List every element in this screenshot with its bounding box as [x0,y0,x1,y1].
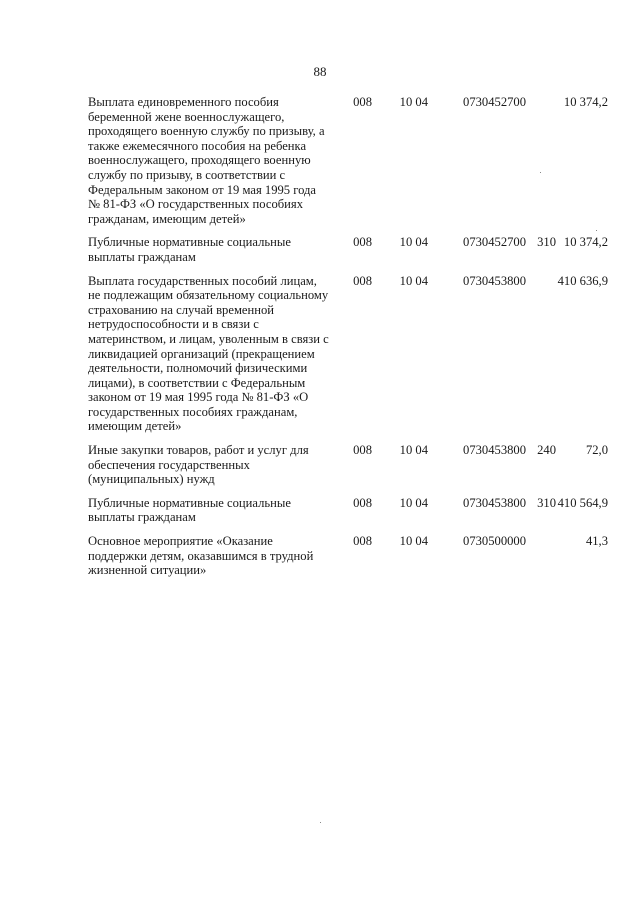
row-target: 0730500000 [463,534,526,549]
row-type: 310 [537,495,556,510]
table-row [88,534,608,578]
row-name: Основное мероприятие «Оказание поддержки детям, оказавшимся в трудной жизненной ситуации» [88,534,314,578]
table-row [88,235,608,264]
table-row [88,95,608,226]
page-number: 88 [313,64,327,79]
row-code: 008 [353,495,372,510]
row-amount: 410 636,9 [557,273,608,288]
budget-table [88,95,608,587]
row-name: Публичные нормативные социальные выплаты гражданам [88,235,291,264]
row-code: 008 [353,235,372,250]
table-row [88,496,608,525]
row-target: 0730453800 [463,443,526,458]
row-type: 240 [537,443,556,458]
row-name: Выплата единовременного пособия беременной жене военнослужащего, проходящего военную службу по призыву, а также ежемесячного пособия на ребенка военнослужащего, проходящего военную службу по призыву, в соответствии с Федеральным законом от 19 мая 1995 года № 81-ФЗ «О государственных пособиях гражданам, имеющим детей» [88,95,325,226]
row-amount: 41,3 [585,534,608,549]
scan-speck [596,230,597,231]
row-amount: 10 374,2 [563,235,608,250]
row-section: 10 04 [399,273,428,288]
row-code: 008 [353,534,372,549]
row-target: 0730452700 [463,235,526,250]
row-target: 0730453800 [463,273,526,288]
row-type: 310 [537,235,556,250]
row-target: 0730453800 [463,495,526,510]
row-name: Иные закупки товаров, работ и услуг для обеспечения государственных (муниципальных) нужд [88,443,309,487]
table-row [88,443,608,487]
row-code: 008 [353,95,372,109]
row-amount: 410 564,9 [557,495,608,510]
row-amount: 10 374,2 [563,95,608,109]
table-row [88,274,608,435]
row-name: Публичные нормативные социальные выплаты гражданам [88,495,291,525]
scan-speck [320,822,321,823]
row-amount: 72,0 [585,443,608,458]
row-section: 10 04 [399,95,428,109]
row-code: 008 [353,273,372,288]
row-target: 0730452700 [463,95,526,109]
row-section: 10 04 [399,443,428,458]
scan-speck [540,172,541,173]
row-section: 10 04 [399,235,428,250]
row-section: 10 04 [399,534,428,549]
row-code: 008 [353,443,372,458]
row-section: 10 04 [399,495,428,510]
row-name: Выплата государственных пособий лицам, не подлежащим обязательному социальному страхованию на случай временной нетрудоспособности и в связи с материнством, и лицам, уволенным в связи с ликвидацией организаций (прекращением деятельности, полномочий физическими лицами), в соответствии с Федеральным законом от 19 мая 1995 года № 81-ФЗ «О государственных пособиях гражданам, имеющим детей» [88,273,329,434]
